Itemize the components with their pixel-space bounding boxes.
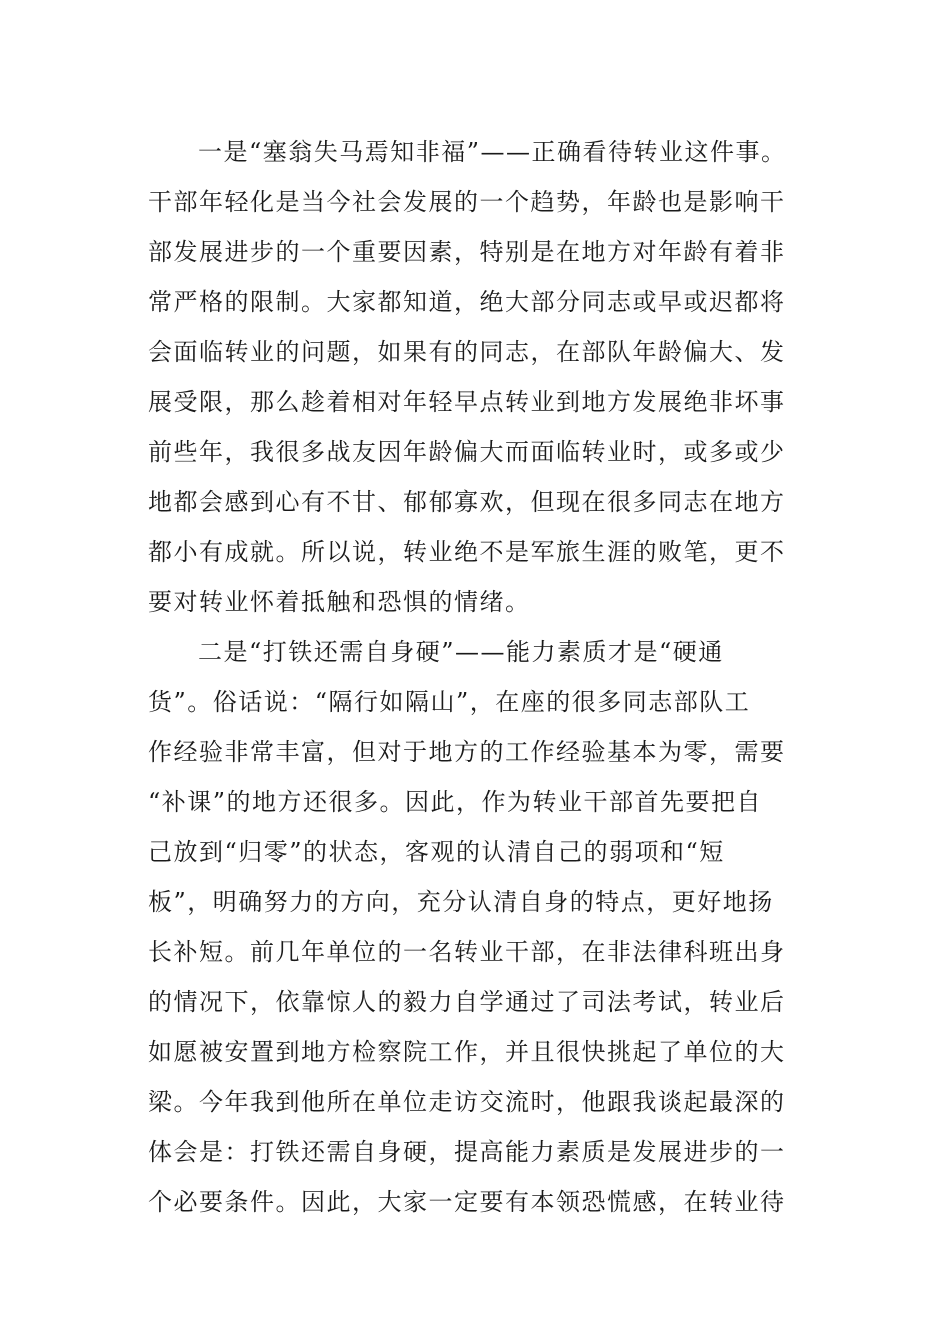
text-line: 己放到“归零”的状态，客观的认清自己的弱项和“短 <box>148 838 725 866</box>
text-line: 都小有成就。所以说，转业绝不是军旅生涯的败笔，更不 <box>148 538 786 566</box>
text-line: 的情况下，依靠惊人的毅力自学通过了司法考试，转业后 <box>148 988 786 1016</box>
text-line: 常严格的限制。大家都知道，绝大部分同志或早或迟都将 <box>148 288 786 316</box>
text-line: 作经验非常丰富，但对于地方的工作经验基本为零，需要 <box>148 738 786 766</box>
text-line: “补课”的地方还很多。因此，作为转业干部首先要把自 <box>148 788 763 816</box>
text-line: 一是“塞翁失马焉知非福”——正确看待转业这件事。 <box>198 138 787 166</box>
text-line: 地都会感到心有不甘、郁郁寡欢，但现在很多同志在地方 <box>148 488 786 516</box>
text-line: 梁。今年我到他所在单位走访交流时，他跟我谈起最深的 <box>148 1088 786 1116</box>
text-line: 干部年轻化是当今社会发展的一个趋势，年龄也是影响干 <box>148 188 786 216</box>
text-line: 长补短。前几年单位的一名转业干部，在非法律科班出身 <box>148 938 786 966</box>
text-line: 体会是：打铁还需自身硬，提高能力素质是发展进步的一 <box>148 1138 786 1166</box>
text-line: 会面临转业的问题，如果有的同志，在部队年龄偏大、发 <box>148 338 786 366</box>
text-line: 二是“打铁还需自身硬”——能力素质才是“硬通 <box>198 638 724 666</box>
text-line: 部发展进步的一个重要因素，特别是在地方对年龄有着非 <box>148 238 786 266</box>
text-line: 要对转业怀着抵触和恐惧的情绪。 <box>148 588 531 616</box>
text-line: 个必要条件。因此，大家一定要有本领恐慌感，在转业待 <box>148 1188 786 1216</box>
text-line: 展受限，那么趁着相对年轻早点转业到地方发展绝非坏事 <box>148 388 786 416</box>
text-line: 板”，明确努力的方向，充分认清自身的特点，更好地扬 <box>148 888 774 916</box>
paragraph-1 <box>148 127 808 627</box>
text-line: 前些年，我很多战友因年龄偏大而面临转业时，或多或少 <box>148 438 786 466</box>
text-line: 货”。俗话说：“隔行如隔山”，在座的很多同志部队工 <box>148 688 751 716</box>
text-line: 如愿被安置到地方检察院工作，并且很快挑起了单位的大 <box>148 1038 786 1066</box>
paragraph-2 <box>148 627 808 1227</box>
document-body <box>148 127 808 1227</box>
